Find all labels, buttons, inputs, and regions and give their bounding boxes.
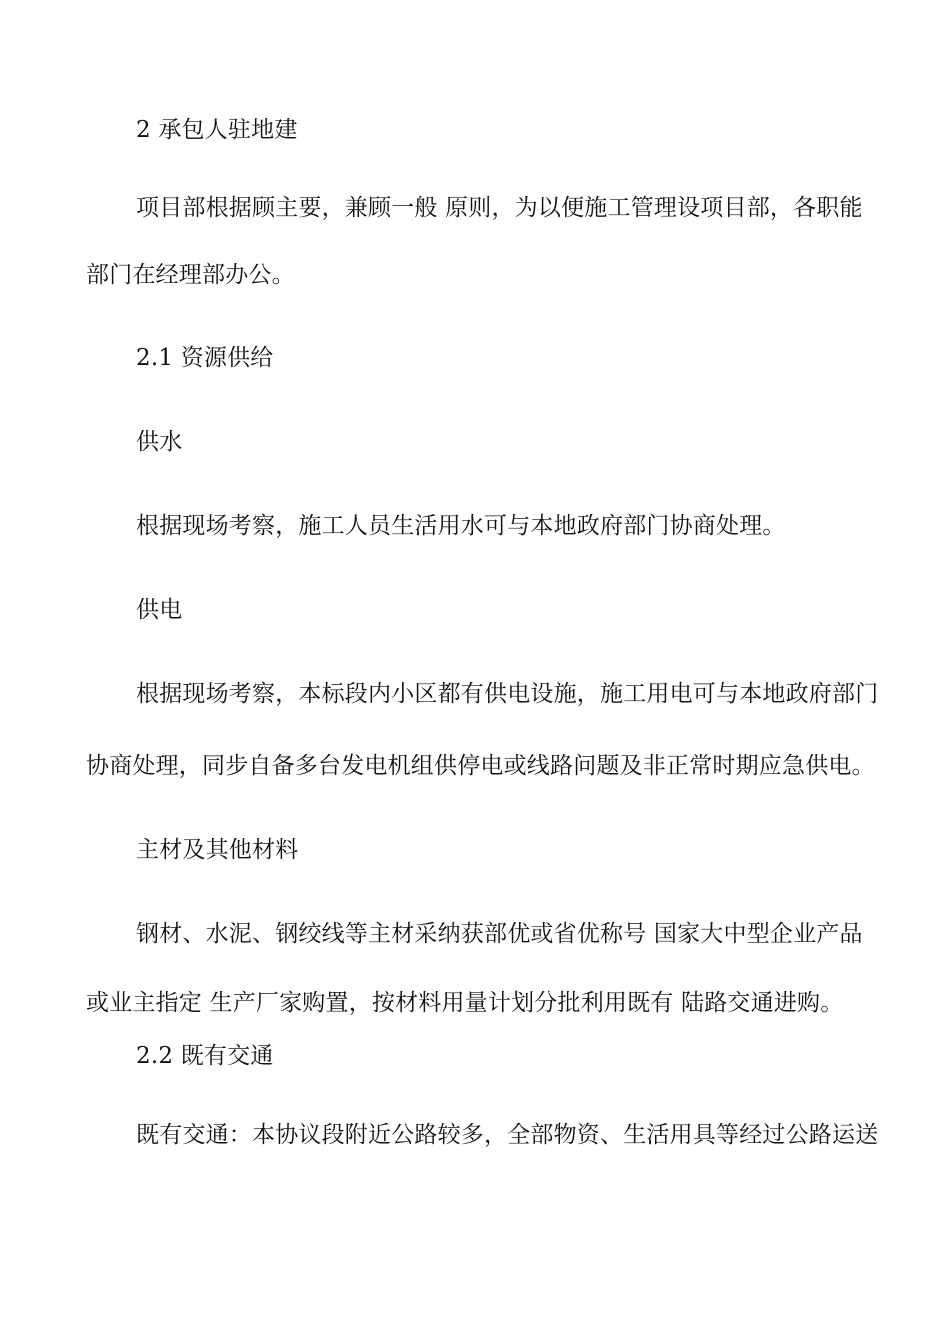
paragraph-line: 根据现场考察，本标段内小区都有供电设施，施工用电可与本地政府部门: [136, 681, 879, 707]
item-heading: 供电: [136, 597, 183, 623]
paragraph-line: 部门在经理部办公。: [86, 262, 295, 288]
paragraph-line: 或业主指定 生产厂家购置，按材料用量计划分批利用既有 陆路交通进购。: [86, 990, 844, 1016]
paragraph-line: 项目部根据顾主要，兼顾一般 原则，为以便施工管理设项目部，各职能: [136, 195, 863, 221]
item-heading: 供水: [136, 429, 183, 455]
paragraph-line: 钢材、水泥、钢绞线等主材采纳获部优或省优称号 国家大中型企业产品: [136, 921, 863, 947]
subsection-heading: 2.2 既有交通: [136, 1043, 274, 1069]
paragraph-line: 协商处理，同步自备多台发电机组供停电或线路问题及非正常时期应急供电。: [86, 753, 875, 779]
paragraph-line: 根据现场考察，施工人员生活用水可与本地政府部门协商处理。: [136, 513, 786, 539]
subsection-heading: 2.1 资源供给: [136, 345, 274, 371]
section-heading: 2 承包人驻地建: [136, 117, 298, 143]
paragraph-line: 既有交通：本协议段附近公路较多，全部物资、生活用具等经过公路运送: [136, 1122, 879, 1148]
item-heading: 主材及其他材料: [136, 837, 299, 863]
